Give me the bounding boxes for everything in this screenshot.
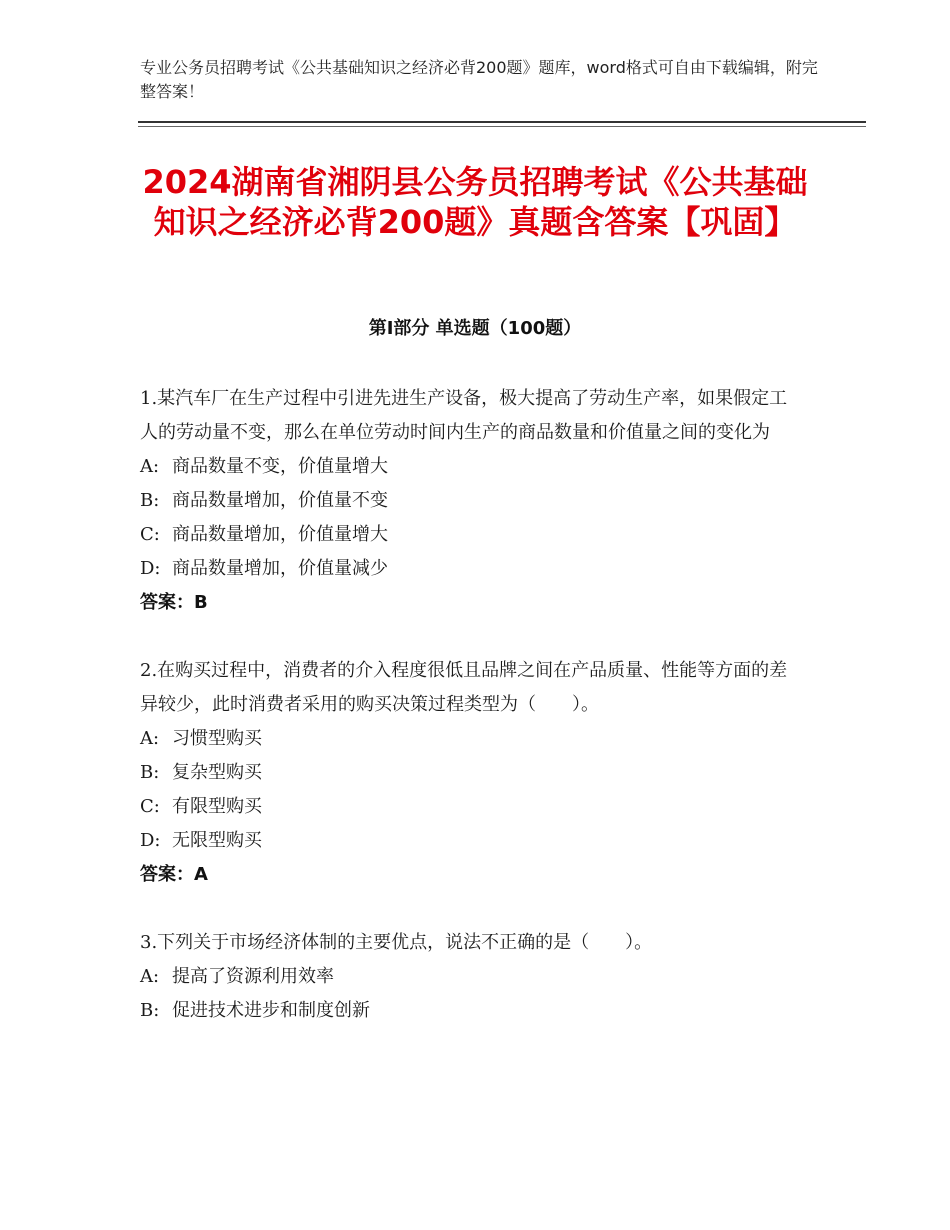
option-text: 商品数量不变，价值量增大 <box>172 456 388 477</box>
option-a <box>140 450 802 484</box>
option-letter: B: <box>140 1000 160 1021</box>
option-text: 提高了资源利用效率 <box>172 966 334 987</box>
section-title: 第I部分 单选题（100题） <box>368 318 582 339</box>
option-a <box>140 960 802 994</box>
option-a <box>140 722 802 756</box>
option-text: 习惯型购买 <box>172 728 262 749</box>
document-title: 2024湖南省湘阴县公务员招聘考试《公共基础知识之经济必背200题》真题含答案【巩固】 <box>142 163 808 241</box>
option-letter: B: <box>140 762 160 783</box>
question-stem: 2.在购买过程中，消费者的介入程度很低且品牌之间在产品质量、性能等方面的差异较少，此时消费者采用的购买决策过程类型为（ ）。 <box>140 660 788 715</box>
question-2 <box>140 654 802 892</box>
answer-line: 答案：B <box>140 592 208 613</box>
option-c <box>140 518 802 552</box>
option-letter: C: <box>140 796 160 817</box>
question-stem: 1.某汽车厂在生产过程中引进先进生产设备，极大提高了劳动生产率，如果假定工人的劳动量不变，那么在单位劳动时间内生产的商品数量和价值量之间的变化为 <box>140 388 788 443</box>
option-d <box>140 824 802 858</box>
option-d <box>140 552 802 586</box>
option-letter: A: <box>140 728 160 749</box>
option-c <box>140 790 802 824</box>
option-letter: D: <box>140 830 161 851</box>
question-1 <box>140 382 802 620</box>
option-text: 商品数量增加，价值量增大 <box>172 524 388 545</box>
option-letter: C: <box>140 524 160 545</box>
option-text: 促进技术进步和制度创新 <box>172 1000 370 1021</box>
option-letter: A: <box>140 456 160 477</box>
option-letter: B: <box>140 490 160 511</box>
option-text: 有限型购买 <box>172 796 262 817</box>
option-b <box>140 756 802 790</box>
header-note: 专业公务员招聘考试《公共基础知识之经济必背200题》题库，word格式可自由下载编辑，附完整答案！ <box>140 58 818 101</box>
header-divider-thin <box>138 126 866 127</box>
option-letter: A: <box>140 966 160 987</box>
answer-line: 答案：A <box>140 864 208 885</box>
option-text: 无限型购买 <box>172 830 262 851</box>
question-stem: 3.下列关于市场经济体制的主要优点，说法不正确的是（ ）。 <box>140 932 653 953</box>
option-b <box>140 994 802 1028</box>
question-3 <box>140 926 802 1028</box>
question-list <box>140 382 802 1062</box>
option-text: 商品数量增加，价值量不变 <box>172 490 388 511</box>
option-b <box>140 484 802 518</box>
header-divider-thick <box>138 121 866 123</box>
option-letter: D: <box>140 558 161 579</box>
option-text: 商品数量增加，价值量减少 <box>172 558 388 579</box>
option-text: 复杂型购买 <box>172 762 262 783</box>
